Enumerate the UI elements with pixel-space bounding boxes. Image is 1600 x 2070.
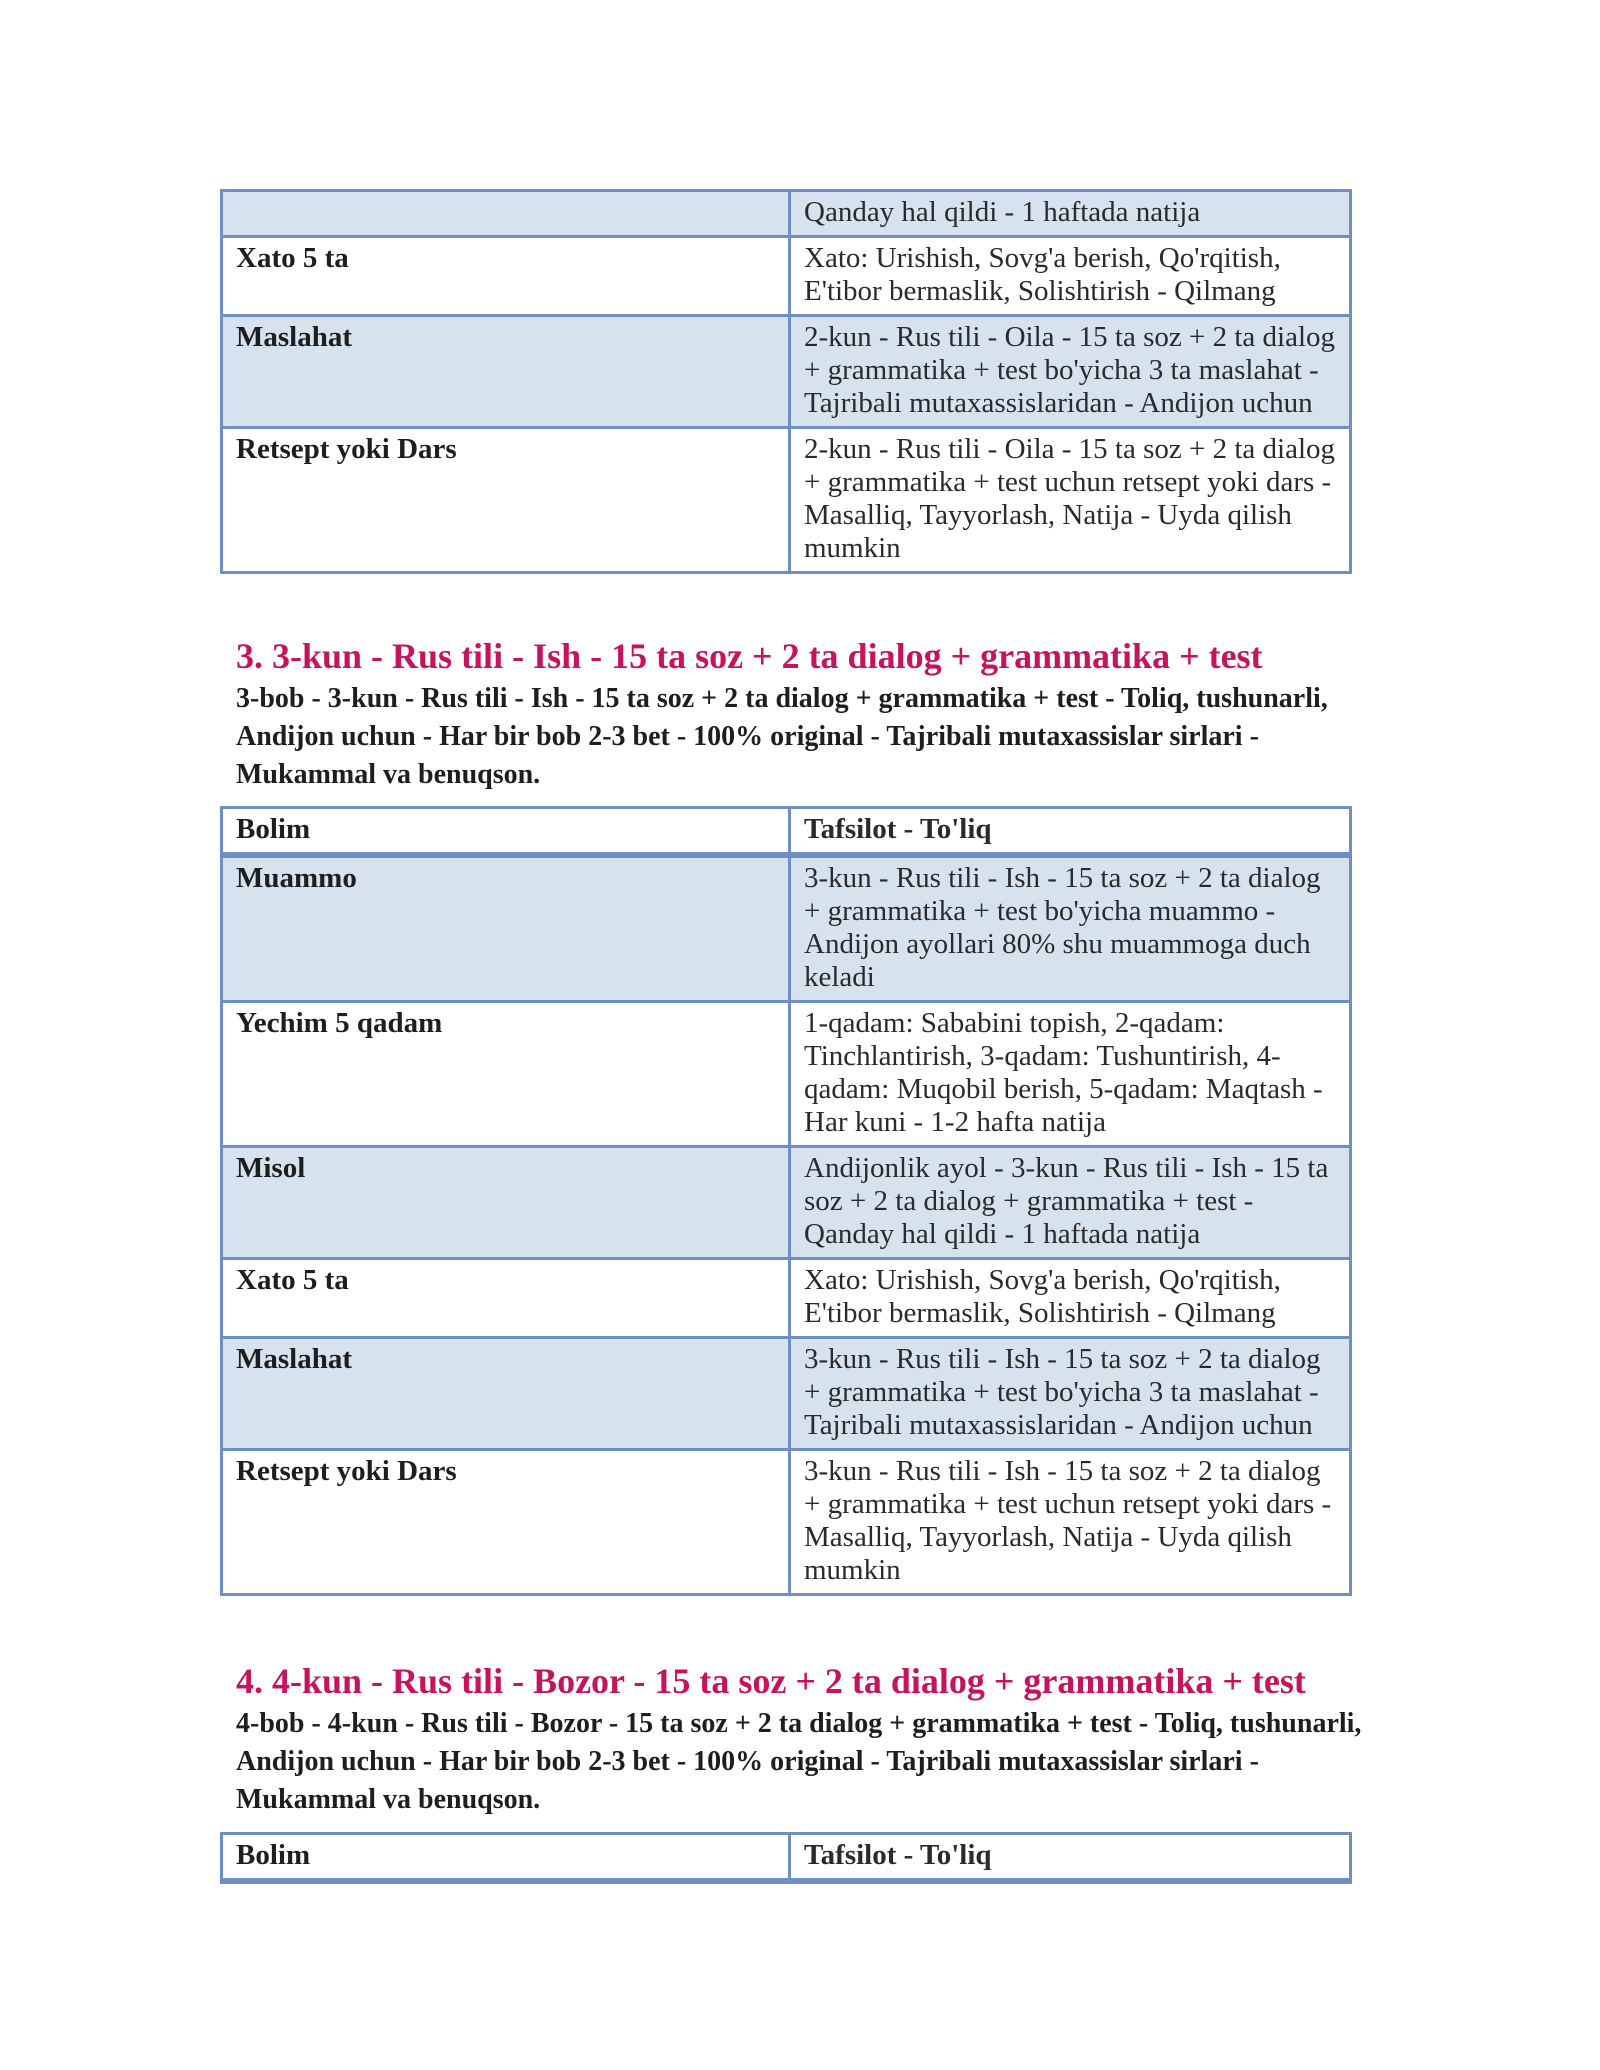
table-row [222, 237, 1351, 316]
row-detail: Xato: Urishish, Sovg'a berish, Qo'rqitish, E'tibor bermaslik, Solishtirish - Qilmang [790, 1259, 1351, 1338]
row-detail: 3-kun - Rus tili - Ish - 15 ta soz + 2 ta dialog + grammatika + test bo'yicha 3 ta maslahat - Tajribali mutaxassislaridan - Andijon uchun [790, 1338, 1351, 1450]
section-3-intro: 3-bob - 3-kun - Rus tili - Ish - 15 ta soz + 2 ta dialog + grammatika + test - Toliq, tushunarli, Andijon uchun - Har bir bob 2-3 bet - 100% original - Tajribali mutaxassislar sirlari - Mukammal va benuqson. [236, 683, 1328, 790]
table-row [222, 855, 1351, 1002]
table-header-row [222, 808, 1351, 856]
row-label: Retsept yoki Dars [222, 1450, 790, 1595]
row-detail: Andijonlik ayol - 3-kun - Rus tili - Ish - 15 ta soz + 2 ta dialog + grammatika + test - Qanday hal qildi - 1 haftada natija [790, 1147, 1351, 1259]
row-label: Maslahat [222, 316, 790, 428]
section-4-table [220, 1832, 1352, 1884]
table-row [222, 1002, 1351, 1147]
column-header-bolim: Bolim [222, 808, 790, 856]
row-detail: 1-qadam: Sababini topish, 2-qadam: Tinchlantirish, 3-qadam: Tushuntirish, 4-qadam: Muqobil berish, 5-qadam: Maqtash - Har kuni - 1-2 hafta natija [790, 1002, 1351, 1147]
row-detail: 2-kun - Rus tili - Oila - 15 ta soz + 2 ta dialog + grammatika + test bo'yicha 3 ta maslahat - Tajribali mutaxassislaridan - Andijon uchun [790, 316, 1351, 428]
row-label: Retsept yoki Dars [222, 428, 790, 573]
row-detail: 3-kun - Rus tili - Ish - 15 ta soz + 2 ta dialog + grammatika + test uchun retsept yoki dars - Masalliq, Tayyorlash, Natija - Uyda qilish mumkin [790, 1450, 1351, 1595]
row-detail: 3-kun - Rus tili - Ish - 15 ta soz + 2 ta dialog + grammatika + test bo'yicha muammo - Andijon ayollari 80% shu muammoga duch keladi [790, 855, 1351, 1002]
table-row [222, 316, 1351, 428]
section-3-heading: 3. 3-kun - Rus tili - Ish - 15 ta soz + 2 ta dialog + grammatika + test [236, 636, 1263, 676]
section-3-table [220, 806, 1352, 1596]
row-label: Misol [222, 1147, 790, 1259]
table-header-row [222, 1834, 1351, 1882]
row-label: Muammo [222, 855, 790, 1002]
column-header-bolim: Bolim [222, 1834, 790, 1882]
row-detail: Qanday hal qildi - 1 haftada natija [790, 191, 1351, 237]
table-continued [220, 189, 1352, 574]
row-label [222, 191, 790, 237]
row-label: Xato 5 ta [222, 237, 790, 316]
table-row [222, 428, 1351, 573]
section-4-heading: 4. 4-kun - Rus tili - Bozor - 15 ta soz + 2 ta dialog + grammatika + test [236, 1661, 1306, 1701]
row-label: Maslahat [222, 1338, 790, 1450]
row-label: Xato 5 ta [222, 1259, 790, 1338]
column-header-tafsilot: Tafsilot - To'liq [790, 1834, 1351, 1882]
row-detail: Xato: Urishish, Sovg'a berish, Qo'rqitish, E'tibor bermaslik, Solishtirish - Qilmang [790, 237, 1351, 316]
table-row [222, 1259, 1351, 1338]
column-header-tafsilot: Tafsilot - To'liq [790, 808, 1351, 856]
table-row [222, 1450, 1351, 1595]
table-row [222, 1338, 1351, 1450]
table-row [222, 1147, 1351, 1259]
row-detail: 2-kun - Rus tili - Oila - 15 ta soz + 2 ta dialog + grammatika + test uchun retsept yoki dars - Masalliq, Tayyorlash, Natija - Uyda qilish mumkin [790, 428, 1351, 573]
row-label: Yechim 5 qadam [222, 1002, 790, 1147]
table-row [222, 191, 1351, 237]
section-4-intro: 4-bob - 4-kun - Rus tili - Bozor - 15 ta soz + 2 ta dialog + grammatika + test - Toliq, tushunarli, Andijon uchun - Har bir bob 2-3 bet - 100% original - Tajribali mutaxassislar sirlari - Mukammal va benuqson. [236, 1708, 1362, 1815]
